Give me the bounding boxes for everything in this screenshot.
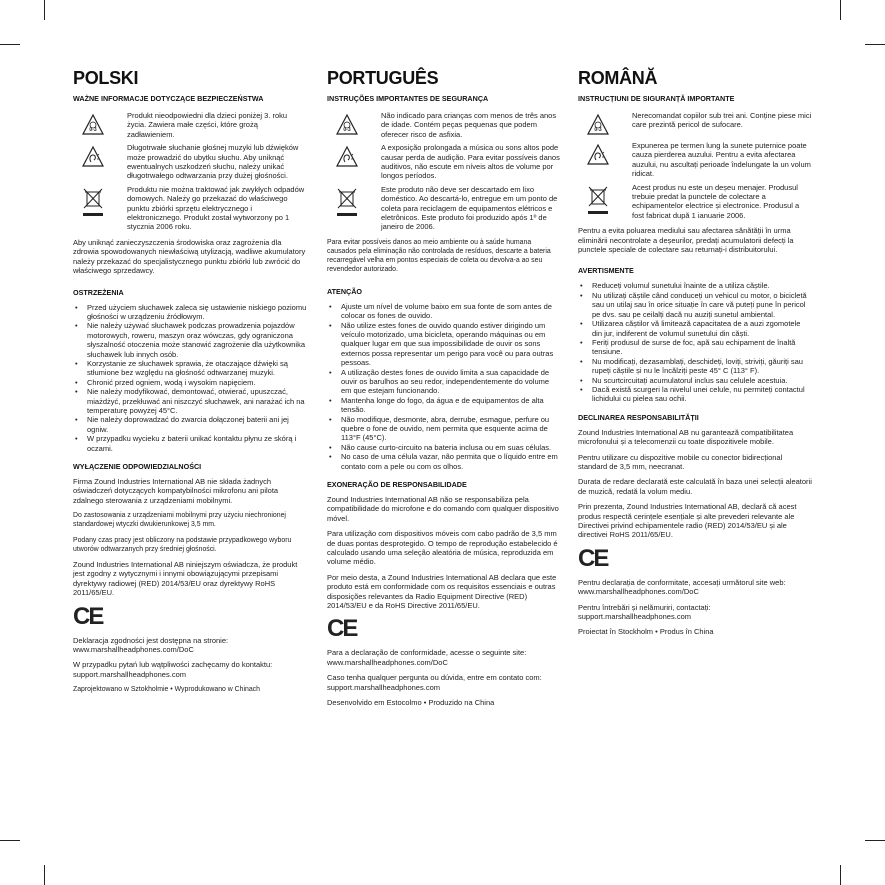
warning-text: Produktu nie można traktować jak zwykłych odpadów domowych. Należy go przekazać do właściwego punktu zbiórki sprzętu elektrycznego i elektronicznego. Produkt został wytworzony po 1 stycznia 2006 roku. xyxy=(127,184,305,232)
disclaimer-text: Durata de redare declarată este calculată în baza unei selecții aleatorii de muzică, redată la volum mediu. xyxy=(578,477,812,496)
disclaimer-text: Para utilização com dispositivos móveis com cabo padrão de 3,5 mm de duas pontas desprotegido. O tempo de reprodução estabelecido é calculado usando uma seleção aleatória de música, reproduzida em volume médio. xyxy=(327,529,558,567)
weee-bar xyxy=(337,213,357,216)
disclaimer-text: Pentru utilizare cu dispozitive mobile cu conector bidirecțional standard de 3,5 mm, neecranat. xyxy=(578,452,783,471)
footer-text: Proiectat în Stockholm • Produs în China xyxy=(578,627,714,637)
warning-weee xyxy=(73,185,307,232)
crop-mark xyxy=(865,44,885,45)
list-item: • Não cause curto-circuito na bateria inclusa ou em suas células. xyxy=(327,443,561,452)
column-portugues xyxy=(327,68,561,714)
warnings-list xyxy=(578,281,812,403)
hearing-damage-icon xyxy=(586,143,610,167)
warnings-heading: OSTRZEŻENIA xyxy=(73,287,124,297)
svg-text:0-3: 0-3 xyxy=(343,127,351,133)
warnings-list xyxy=(327,302,561,471)
list-item: • Dacă există scurgeri la nivelul unei celule, nu permiteți contactul lichidului cu pielea sau ochii. xyxy=(578,385,812,404)
list-item: • Chronić przed ogniem, wodą i wysokim napięciem. xyxy=(73,378,307,387)
hearing-damage-icon xyxy=(335,145,359,169)
section-title: PORTUGUÊS xyxy=(327,68,439,88)
footer-text: Para a declaração de conformidade, acesse o seguinte site: www.marshallheadphones.com/DoC xyxy=(327,648,527,667)
ce-mark: CE xyxy=(73,602,103,630)
battery-disposal: Para evitar possíveis danos ao meio ambiente ou à saúde humana causados pela eliminação não controlada de resíduos, descarte a bateria recarregável velha em pontos especiais de coleta ou devolva-a ao seu revendedor autorizado. xyxy=(327,238,551,274)
list-item: • W przypadku wycieku z baterii unikać kontaktu płynu ze skórą i oczami. xyxy=(73,434,307,453)
weee-bin-icon xyxy=(586,185,610,209)
list-item: • Mantenha longe do fogo, da água e de equipamentos de alta tensão. xyxy=(327,396,561,415)
crop-mark xyxy=(44,0,45,20)
footer-text: Zaprojektowano w Sztokholmie • Wyprodukowano w Chinach xyxy=(73,686,260,694)
weee-bar xyxy=(588,211,608,214)
list-item: • Utilizarea căștilor vă limitează capacitatea de a auzi zgomotele din jur, indiferent de volumul sunetului din căști. xyxy=(578,319,812,338)
footer-text: Pentru declarația de conformitate, accesați următorul site web: www.marshallheadphones.com/DoC xyxy=(578,577,786,597)
footer-text: Pentru întrebări și nelămuriri, contactați: support.marshallheadphones.com xyxy=(578,602,711,622)
list-item: • A utilização destes fones de ouvido limita a sua capacidade de ouvir os barulhos ao seu redor, independentemente do volume em que estejam funcionando. xyxy=(327,368,561,396)
svg-text:0-3: 0-3 xyxy=(594,127,602,133)
disclaimer-text: Zound Industries International AB não se responsabiliza pela compatibilidade do microfone e do comando com qualquer dispositivo móvel. xyxy=(327,495,559,523)
warning-weee xyxy=(578,183,812,221)
warning-hearing xyxy=(327,143,561,181)
list-item: • Nie należy używać słuchawek podczas prowadzenia pojazdów motorowych, roweru, maszyn oraz wówczas, gdy ograniczona słyszalność otoczenia może stanowić zagrożenie dla użytkownika słuchawek lub innych osób. xyxy=(73,321,307,359)
svg-text:0-3: 0-3 xyxy=(89,127,97,133)
disclaimer-text: Por meio desta, a Zound Industries International AB declara que este produto está em conformidade com os requisitos essenciais e outras disposições relevantes da Radio Equipment Directive (RED) 2014/53/EU e da RoHS Directive 2011/65/EU. xyxy=(327,572,557,611)
list-item: • Nu scurtcircuitați acumulatorul inclus sau celulele acestuia. xyxy=(578,376,812,385)
warnings-list xyxy=(73,303,307,454)
age-restriction-icon xyxy=(335,113,359,137)
disclaimer-heading: EXONERAÇÃO DE RESPONSABILIDADE xyxy=(327,480,467,489)
list-item: • Reduceți volumul sunetului înainte de a utiliza căștile. xyxy=(578,281,812,290)
list-item: • Não modifique, desmonte, abra, derrube, esmague, perfure ou quebre o fone de ouvido, nem permita que esquente acima de 113°F (45°C). xyxy=(327,415,561,443)
warning-children xyxy=(73,111,307,139)
weee-bin-icon xyxy=(81,187,105,211)
hearing-damage-icon xyxy=(81,145,105,169)
warning-children xyxy=(327,111,561,139)
crop-mark xyxy=(840,0,841,20)
disclaimer-text: Podany czas pracy jest obliczony na podstawie przypadkowego wyboru utworów odtwarzanych przy średniej głośności. xyxy=(73,536,292,553)
age-restriction-icon xyxy=(586,113,610,137)
weee-bar xyxy=(83,213,103,216)
list-item: • Nu modificați, dezasamblați, deschideți, loviți, striviți, găuriți sau rupeți căștile și nu le încălziți peste 45° C (113° F). xyxy=(578,357,812,376)
crop-mark xyxy=(865,840,885,841)
warning-text: Acest produs nu este un deșeu menajer. Produsul trebuie predat la punctele de colectare a echipamentelor electrice și electronice. Produsul a fost fabricat după 1 ianuarie 2006. xyxy=(632,182,800,220)
footer-text: W przypadku pytań lub wątpliwości zachęcamy do kontaktu: support.marshallheadphones.com xyxy=(73,660,273,679)
warning-text: Expunerea pe termen lung la sunete puternice poate cauza pierderea auzului. Pentru a evita afectarea auzului, nu ascultați perioade îndelungate la un volum ridicat. xyxy=(632,141,811,179)
disclaimer-text: Firma Zound Industries International AB nie składa żadnych oświadczeń dotyczących kompatybilności mikrofonu ani pilota zdalnego sterowania z urządzeniami mobilnymi. xyxy=(73,477,279,505)
list-item: • Nu utilizați căștile când conduceți un vehicul cu motor, o bicicletă sau un utilaj sau în orice situație în care vă puteți pune în pericol pe dvs. sau pe ceilalți dacă nu auziți sunetul ambiental. xyxy=(578,291,812,319)
warning-hearing xyxy=(578,141,812,179)
warning-text: Não indicado para crianças com menos de três anos de idade. Contém peças pequenas que podem oferecer risco de asfixia. xyxy=(381,111,557,139)
list-item: • Não utilize estes fones de ouvido quando estiver dirigindo um veículo motorizado, uma bicicleta, operando máquinas ou em qualquer lugar em que sua impossibilidade de ouvir os sons externos possa representar um perigo para você ou para outras pessoas. xyxy=(327,321,561,368)
column-polski xyxy=(73,68,307,700)
crop-mark xyxy=(44,865,45,885)
warning-text: Este produto não deve ser descartado em lixo doméstico. Ao descartá-lo, entregue em um ponto de coleta para reciclagem de equipamentos elétricos e eletrônicos. Este produto foi produzido após 1º de janeiro de 2006. xyxy=(381,184,558,232)
safety-heading: INSTRUCȚIUNI DE SIGURANȚĂ IMPORTANTE xyxy=(578,94,735,103)
warning-children xyxy=(578,111,812,137)
footer-text: Deklaracja zgodności jest dostępna na stronie: www.marshallheadphones.com/DoC xyxy=(73,635,229,655)
ce-mark: CE xyxy=(327,615,357,643)
ce-mark: CE xyxy=(578,544,608,572)
list-item: • Ajuste um nível de volume baixo em sua fonte de som antes de colocar os fones de ouvido. xyxy=(327,302,561,321)
list-item: • Przed użyciem słuchawek zaleca się ustawienie niskiego poziomu głośności w urządzeniu źródłowym. xyxy=(73,303,307,322)
disclaimer-text: Zound Industries International AB niniejszym oświadcza, że produkt jest zgodny z wytycznymi i innymi obowiązującymi przepisami dyrektywy radiowej (RED) 2014/53/EU oraz dyrektywy RoHS 2011/65/EU. xyxy=(73,560,298,598)
warning-text: Nerecomandat copiilor sub trei ani. Conține piese mici care prezintă pericol de sufocare. xyxy=(632,111,812,130)
crop-mark xyxy=(840,865,841,885)
section-title: POLSKI xyxy=(73,68,139,88)
warning-text: Długotrwałe słuchanie głośnej muzyki lub dźwięków może prowadzić do ubytku słuchu. Aby uniknąć ewentualnych uszkodzeń słuchu, należy unikać długotrwałego odtwarzania przy dużej głośności. xyxy=(127,143,299,181)
section-title: ROMÂNĂ xyxy=(578,68,658,88)
crop-mark xyxy=(0,840,20,841)
warnings-heading: AVERTISMENTE xyxy=(578,266,634,276)
age-restriction-icon xyxy=(81,113,105,137)
safety-heading: WAŻNE INFORMACJE DOTYCZĄCE BEZPIECZEŃSTWA xyxy=(73,94,264,103)
warning-weee xyxy=(327,185,561,232)
list-item: • Nie należy modyfikować, demontować, otwierać, upuszczać, miażdżyć, przekłuwać ani niszczyć słuchawek, ani narażać ich na temperaturę powyżej 45°C. xyxy=(73,387,307,415)
warning-hearing xyxy=(73,143,307,181)
disclaimer-text: Do zastosowania z urządzeniami mobilnymi przy użyciu niechronionej standardowej wtyczki dwukierunkowej 3,5 mm. xyxy=(73,512,286,529)
safety-heading: INSTRUÇÕES IMPORTANTES DE SEGURANÇA xyxy=(327,94,489,103)
warning-text: A exposição prolongada a música ou sons altos pode causar perda de audição. Para evitar possíveis danos auditivos, não escute em níveis altos de volume por longos períodos. xyxy=(381,143,560,181)
list-item: • Korzystanie ze słuchawek sprawia, że otaczające dźwięki są stłumione bez względu na głośność odtwarzanej muzyki. xyxy=(73,359,307,378)
battery-disposal: Pentru a evita poluarea mediului sau afectarea sănătății în urma eliminării necontrolate a deșeurilor, predați acumulatorii defecți la punctele speciale de colectare sau returnați-i distribuitorului. xyxy=(578,226,794,255)
warnings-heading: ATENÇÃO xyxy=(327,286,363,296)
list-item: • No caso de uma célula vazar, não permita que o líquido entre em contato com a pele ou com os olhos. xyxy=(327,452,561,471)
warning-text: Produkt nieodpowiedni dla dzieci poniżej 3. roku życia. Zawiera małe części, które grożą zadławieniem. xyxy=(127,111,288,139)
list-item: • Feriți produsul de surse de foc, apă sau echipament de înaltă tensiune. xyxy=(578,338,812,357)
footer-text: Caso tenha qualquer pergunta ou dúvida, entre em contato com: support.marshallheadphones.com xyxy=(327,673,542,692)
disclaimer-text: Prin prezenta, Zound Industries International AB, declară că acest produs respectă cerințele esențiale și alte prevederi relevante ale Directivei privind echipamentele radio (RED) 2014/53/EU și ale directivei RoHS 2011/65/EU. xyxy=(578,502,797,540)
footer-text: Desenvolvido em Estocolmo • Produzido na China xyxy=(327,698,495,708)
disclaimer-heading: WYŁĄCZENIE ODPOWIEDZIALNOŚCI xyxy=(73,462,202,471)
disclaimer-text: Zound Industries International AB nu garantează compatibilitatea microfonului și a telecomenzii cu toate dispozitivele mobile. xyxy=(578,427,794,447)
disclaimer-heading: DECLINAREA RESPONSABILITĂȚII xyxy=(578,412,699,422)
battery-disposal: Aby uniknąć zanieczyszczenia środowiska oraz zagrożenia dla zdrowia spowodowanych niewłaściwą utylizacją, wadliwe akumulatory należy przekazać do specjalistycznego punktu zbiórki lub zwrócić do właściwego sprzedawcy. xyxy=(73,237,306,276)
list-item: • Nie należy doprowadzać do zwarcia dołączonej baterii ani jej ogniw. xyxy=(73,415,307,434)
crop-mark xyxy=(0,44,20,45)
weee-bin-icon xyxy=(335,187,359,211)
column-romana xyxy=(578,68,812,643)
